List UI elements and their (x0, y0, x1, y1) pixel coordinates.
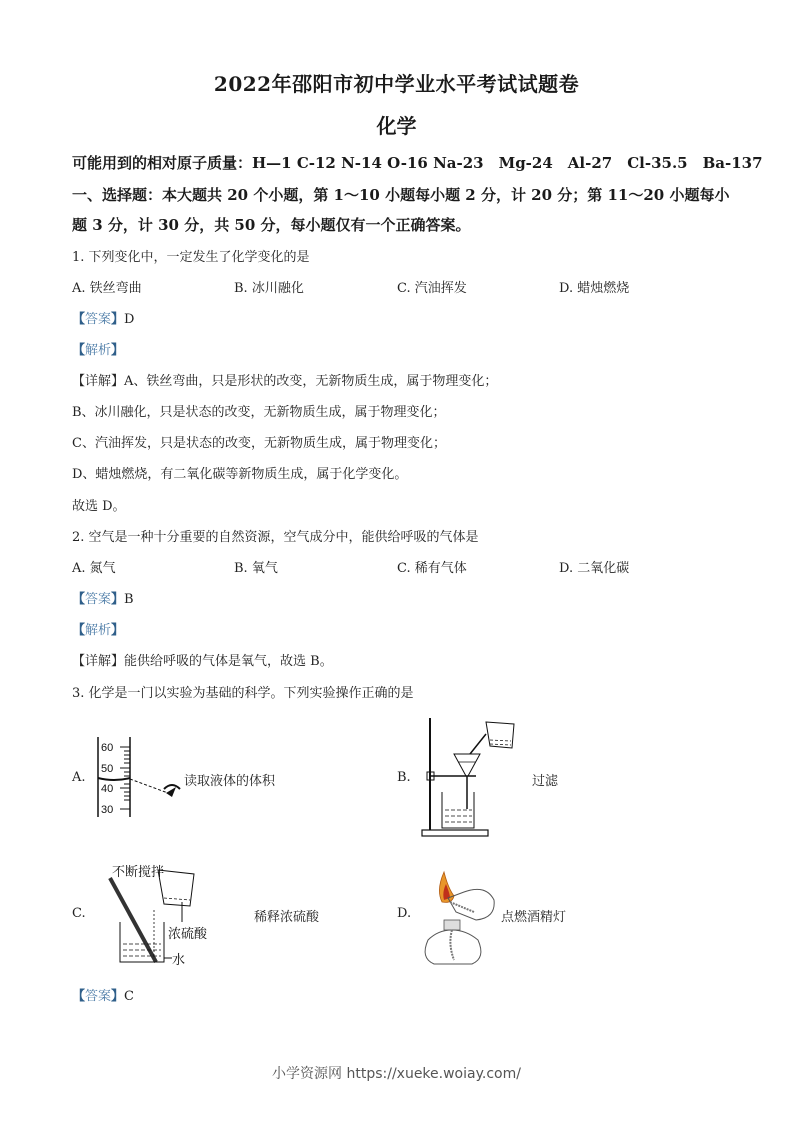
q3-option-c-caption: 稀释浓硫酸 (254, 910, 320, 925)
alcohol-lamp-figure (414, 868, 504, 968)
svg-text:浓硫酸: 浓硫酸 (168, 927, 208, 942)
detail-tag: 【详解】 (72, 374, 125, 389)
atomic-masses: 可能用到的相对原子质量：H—1 C-12 N-14 O-16 Na-23 Mg-24 Al-27 Cl-35.5 Ba-137 (72, 154, 763, 172)
q2-option-c: C. 稀有气体 (397, 561, 467, 576)
q3-option-a-caption: 读取液体的体积 (184, 774, 276, 789)
question-3-stem: 3. 化学是一门以实验为基础的科学。下列实验操作正确的是 (72, 686, 414, 701)
q1-answer-value: D (124, 312, 135, 327)
svg-text:60: 60 (101, 742, 114, 754)
svg-text:50: 50 (101, 763, 114, 775)
q3-answer-value: C (124, 989, 134, 1004)
svg-text:水: 水 (172, 953, 186, 968)
q1-option-b: B. 冰川融化 (234, 281, 304, 296)
subject-title: 化学 (376, 114, 417, 138)
q1-answer: 【答案】D (72, 312, 135, 327)
q2-option-d: D. 二氧化碳 (559, 561, 630, 576)
svg-text:30: 30 (101, 804, 114, 816)
q3-option-a-letter: A. (72, 770, 86, 785)
q3-option-b-letter: B. (397, 770, 411, 785)
q1-option-c: C. 汽油挥发 (397, 281, 467, 296)
q3-option-d-caption: 点燃酒精灯 (501, 910, 567, 925)
footer-watermark: 小学资源网 https://xueke.woiay.com/ (272, 1066, 521, 1082)
q1-detail-c: C、汽油挥发，只是状态的改变，无新物质生成，属于物理变化； (72, 436, 446, 451)
question-1-stem: 1. 下列变化中，一定发生了化学变化的是 (72, 250, 310, 265)
q1-analysis-heading: 【解析】 (72, 343, 125, 358)
section-instructions-line2: 题 3 分，计 30 分，共 50 分，每小题仅有一个正确答案。 (72, 216, 471, 234)
dilute-acid-figure (98, 858, 228, 970)
q3-option-b-caption: 过滤 (532, 774, 559, 789)
q3-option-d-letter: D. (397, 906, 412, 921)
q2-detail: 【详解】能供给呼吸的气体是氧气，故选 B。 (72, 654, 333, 669)
q1-detail-a: 【详解】A、铁丝弯曲，只是形状的改变，无新物质生成，属于物理变化； (72, 374, 498, 389)
q3-option-c-letter: C. (72, 906, 86, 921)
detail-tag: 【详解】 (72, 654, 125, 669)
section-instructions-line1: 一、选择题：本大题共 20 个小题，第 1～10 小题每小题 2 分，计 20 分；第 11～20 小题每小 (72, 186, 730, 204)
stir-annotation: 不断搅拌 (112, 865, 165, 880)
q2-answer: 【答案】B (72, 592, 134, 607)
svg-text:40: 40 (101, 783, 114, 795)
exam-title: 2022年邵阳市初中学业水平考试试题卷 (213, 72, 580, 96)
q2-answer-value: B (124, 592, 134, 607)
q2-option-a: A. 氮气 (72, 561, 116, 576)
q1-option-a: A. 铁丝弯曲 (72, 281, 142, 296)
q1-detail-d: D、蜡烛燃烧，有二氧化碳等新物质生成，属于化学变化。 (72, 467, 408, 482)
q1-option-d: D. 蜡烛燃烧 (559, 281, 630, 296)
q2-option-b: B. 氧气 (234, 561, 278, 576)
q2-analysis-heading: 【解析】 (72, 623, 125, 638)
q1-conclusion: 故选 D。 (72, 499, 126, 514)
q1-detail-b: B、冰川融化，只是状态的改变，无新物质生成，属于物理变化； (72, 405, 446, 420)
graduated-cylinder-figure (92, 735, 192, 823)
q3-answer: 【答案】C (72, 989, 134, 1004)
question-2-stem: 2. 空气是一种十分重要的自然资源，空气成分中，能供给呼吸的气体是 (72, 530, 479, 545)
